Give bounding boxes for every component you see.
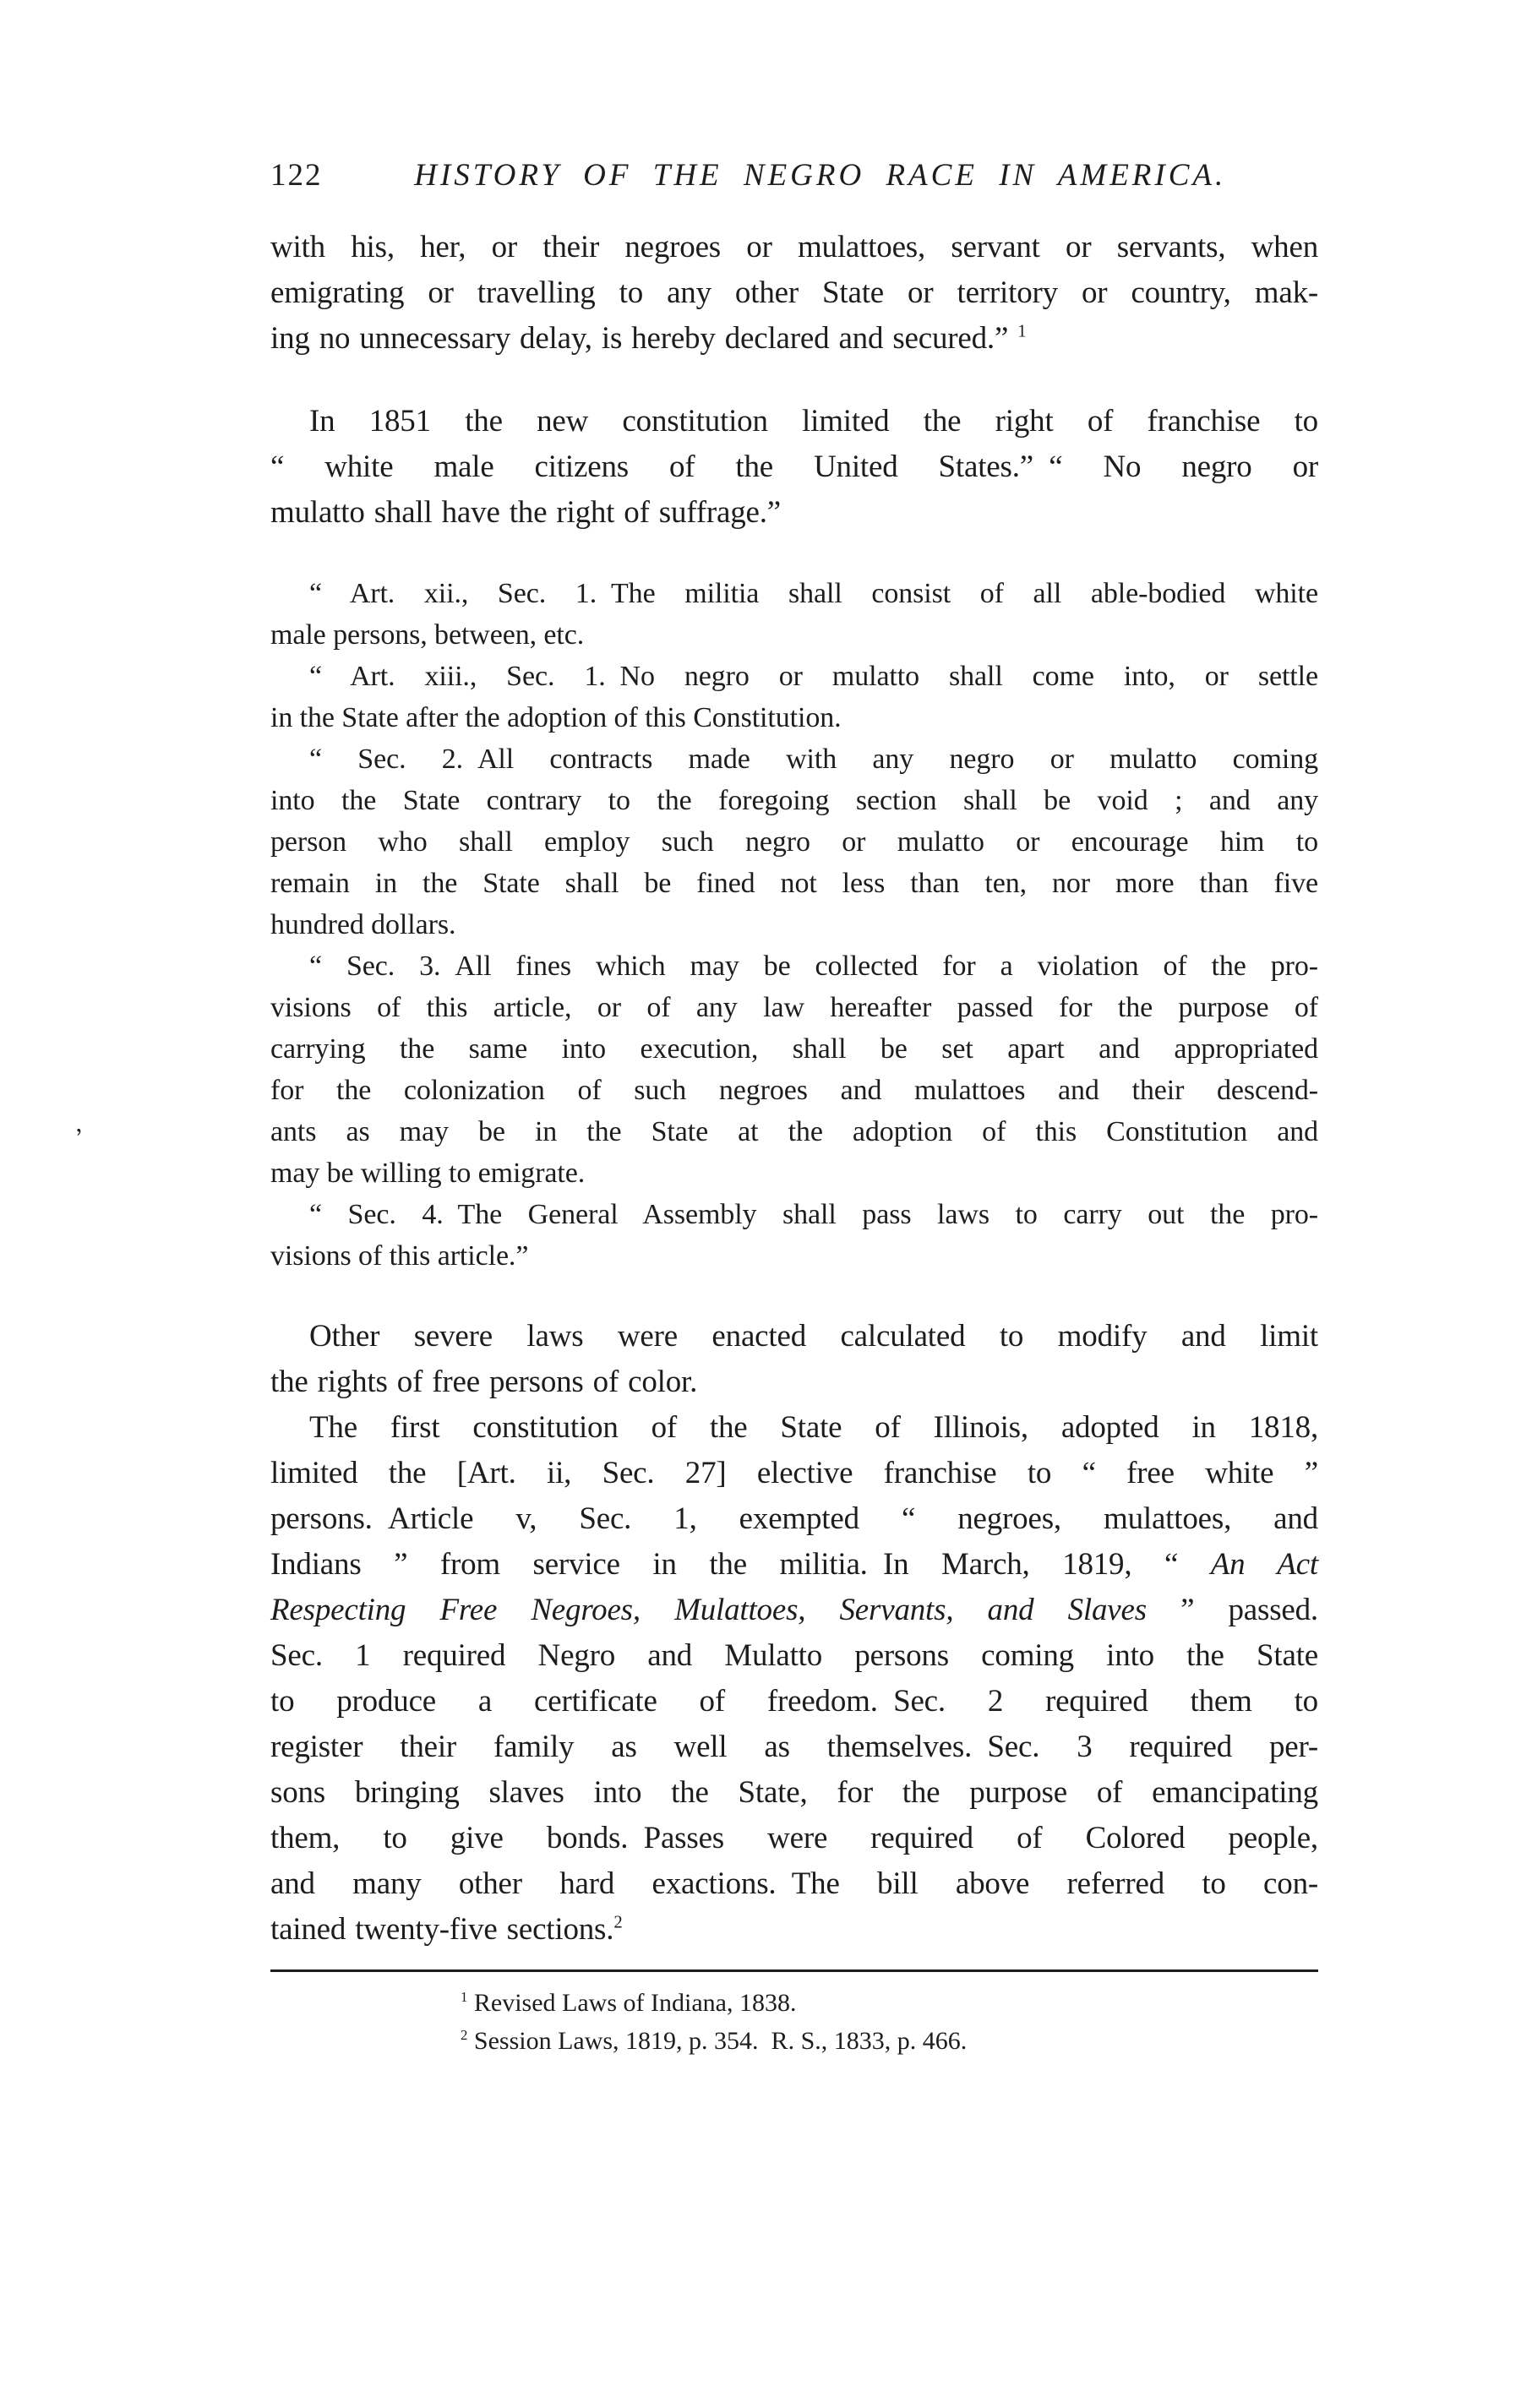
text-line: ants as may be in the State at the adoption of this Constitution and: [270, 1116, 1318, 1147]
text-line: for the colonization of such negroes and mulattoes and their descend-: [270, 1075, 1318, 1106]
paragraph: [270, 399, 1318, 536]
text-block: [270, 225, 1318, 1953]
text-line: sons bringing slaves into the State, for the purpose of emancipating: [270, 1775, 1318, 1810]
paragraph: [270, 1314, 1318, 1405]
text-line: carrying the same into execution, shall be set apart and appropriated: [270, 1033, 1318, 1065]
footnote: $^1$ Revised Laws of Indiana, 1838.: [461, 1989, 797, 2017]
text-line: “ Sec. 2. All contracts made with any negro or mulatto coming: [309, 744, 1318, 775]
paragraph: [270, 738, 1318, 945]
text-line: Respecting Free Negroes, Mulattoes, Servants, and Slaves ” passed.: [270, 1593, 1318, 1627]
page-header: [270, 157, 1318, 193]
text-line: person who shall employ such negro or mulatto or encourage him to: [270, 826, 1318, 858]
text-line: in the State after the adoption of this Constitution.: [270, 702, 842, 733]
text-line: visions of this article.”: [270, 1240, 529, 1272]
text-line: Sec. 1 required Negro and Mulatto persons coming into the State: [270, 1638, 1318, 1673]
text-line: and many other hard exactions. The bill above referred to con-: [270, 1866, 1318, 1901]
text-line: may be willing to emigrate.: [270, 1158, 586, 1189]
paragraph: [270, 1194, 1318, 1277]
text-line: “ Sec. 4. The General Assembly shall pass laws to carry out the pro-: [309, 1199, 1318, 1230]
text-line: The first constitution of the State of Illinois, adopted in 1818,: [309, 1410, 1318, 1445]
text-line: limited the [Art. ii, Sec. 27] elective franchise to “ free white ”: [270, 1456, 1318, 1490]
text-line: In 1851 the new constitution limited the right of franchise to: [309, 404, 1318, 439]
text-line: ing no unnecessary delay, is hereby declared and secured.” $^1$: [270, 321, 1027, 356]
text-line: Indians ” from service in the militia. In March, 1819, “ An Act: [270, 1547, 1318, 1582]
running-title: HISTORY OF THE NEGRO RACE IN AMERICA.: [414, 158, 1227, 193]
paragraph: [270, 225, 1318, 362]
stray-ink-mark: ʼ: [71, 1123, 86, 1152]
text-line: them, to give bonds. Passes were required of Colored people,: [270, 1821, 1318, 1855]
text-line: “ Art. xii., Sec. 1. The militia shall consist of all able-bodied white: [309, 578, 1318, 609]
text-line: mulatto shall have the right of suffrage.”: [270, 495, 781, 530]
text-line: emigrating or travelling to any other State or territory or country, mak-: [270, 275, 1318, 310]
paragraph: [270, 945, 1318, 1194]
text-line: with his, her, or their negroes or mulattoes, servant or servants, when: [270, 230, 1318, 264]
text-line: hundred dollars.: [270, 909, 456, 940]
text-line: remain in the State shall be fined not less than ten, nor more than five: [270, 868, 1318, 899]
paragraph: [270, 1405, 1318, 1953]
paragraph: [270, 573, 1318, 656]
text-line: “ Sec. 3. All fines which may be collected for a violation of the pro-: [309, 951, 1318, 982]
text-line: Other severe laws were enacted calculated to modify and limit: [309, 1319, 1318, 1354]
text-line: male persons, between, etc.: [270, 619, 585, 651]
text-line: tained twenty-five sections.$^2$: [270, 1912, 623, 1947]
page-content: [270, 225, 1318, 2060]
footnote: $^2$ Session Laws, 1819, p. 354. R. S., 1833, p. 466.: [461, 2027, 968, 2055]
text-line: persons. Article v, Sec. 1, exempted “ negroes, mulattoes, and: [270, 1501, 1318, 1536]
text-line: “ white male citizens of the United States.” “ No negro or: [270, 449, 1318, 484]
text-line: the rights of free persons of color.: [270, 1365, 698, 1399]
text-line: “ Art. xiii., Sec. 1. No negro or mulatto shall come into, or settle: [309, 661, 1318, 692]
text-line: into the State contrary to the foregoing section shall be void ; and any: [270, 785, 1318, 816]
text-line: visions of this article, or of any law hereafter passed for the purpose of: [270, 992, 1318, 1023]
paragraph: [270, 656, 1318, 738]
text-line: to produce a certificate of freedom. Sec. 2 required them to: [270, 1684, 1318, 1719]
page-number: 122: [270, 158, 323, 193]
footnotes: [461, 1984, 1318, 2060]
footnote-rule: [270, 1969, 1318, 1972]
text-line: register their family as well as themselves. Sec. 3 required per-: [270, 1730, 1318, 1764]
